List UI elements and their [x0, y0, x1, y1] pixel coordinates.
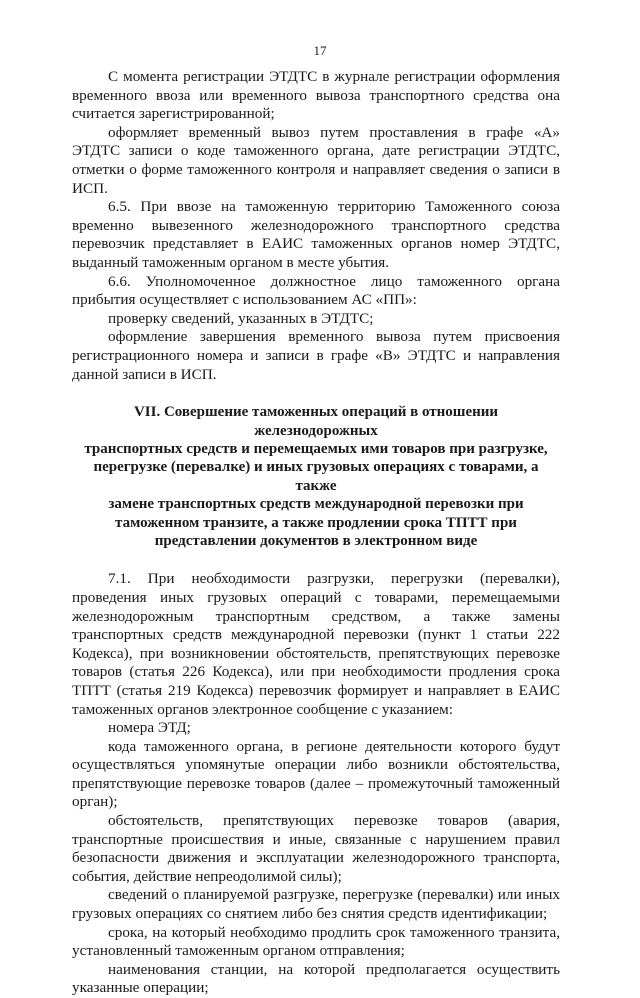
section-heading [72, 403, 560, 550]
paragraph: 6.5. При ввозе на таможенную территорию Таможенного союза временно вывезенного железнодорожного транспортного средства перевозчик представляет в ЕАИС таможенных органов номер ЭТДТС, выданный таможенным органом в месте убытия. [72, 198, 560, 271]
paragraph: оформляет временный вывоз путем проставления в графе «А» ЭТДТС записи о коде таможенного органа, дате регистрации ЭТДТС, отметки о форме таможенного контроля и направляет сведения о записи в ИСП. [72, 123, 560, 197]
paragraph: оформление завершения временного вывоза путем присвоения регистрационного номера и записи в графе «В» ЭТДТС и направления данной записи в ИСП. [72, 328, 560, 383]
paragraph: обстоятельств, препятствующих перевозке товаров (авария, транспортные происшествия и иные, связанные с нарушением правил безопасности движения и эксплуатации железнодорожного транспорта, события, действие непреодолимой силы); [72, 812, 560, 885]
section-heading-line: перегрузке (перевалке) и иных грузовых операциях с товарами, а также [93, 459, 539, 494]
paragraph: срока, на который необходимо продлить срок таможенного транзита, установленный таможенным органом отправления; [72, 923, 560, 960]
section-heading-line: таможенном транзите, а также продлении срока ТПТТ при [115, 514, 517, 531]
section-heading-line: VII. Совершение таможенных операций в отношении железнодорожных [133, 404, 499, 439]
paragraph: сведений о планируемой разгрузке, перегрузке (перевалки) или иных грузовых операциях со снятием либо без снятия средств идентификации; [72, 886, 560, 923]
section-heading-line: транспортных средств и перемещаемых ими товаров при разгрузке, [84, 440, 548, 457]
section-heading-line: замене транспортных средств международной перевозки при [108, 496, 524, 513]
section-heading-line: представлении документов в электронном виде [154, 532, 478, 549]
paragraph: С момента регистрации ЭТДТС в журнале регистрации оформления временного ввоза или временного вывоза транспортного средства она считается зарегистрированной; [72, 68, 560, 123]
paragraph: 7.1. При необходимости разгрузки, перегрузки (перевалки), проведения иных грузовых операций с товарами, перемещаемыми железнодорожным транспортным средством, а также замены транспортных средств международной перевозки (пункт 1 статьи 222 Кодекса), при возникновении обстоятельств, препятствующих перевозке товаров (статья 226 Кодекса), или при необходимости продления срока ТПТТ (статья 219 Кодекса) перевозчик формирует и направляет в ЕАИС таможенных органов электронное сообщение с указанием: [72, 570, 560, 718]
paragraph: номера ЭТД; [108, 719, 191, 737]
paragraph: наименования станции, на которой предполагается осуществить указанные операции; [72, 960, 560, 997]
paragraph: кода таможенного органа, в регионе деятельности которого будут осуществляться упомянутые операции либо возникли обстоятельства, препятствующие перевозке товаров (далее – промежуточный таможенный орган); [72, 737, 560, 811]
paragraph: проверку сведений, указанных в ЭТДТС; [108, 309, 374, 327]
document-body [72, 68, 560, 998]
page-number: 17 [313, 43, 327, 58]
paragraph: 6.6. Уполномоченное должностное лицо таможенного органа прибытия осуществляет с использованием АС «ПП»: [72, 272, 560, 309]
